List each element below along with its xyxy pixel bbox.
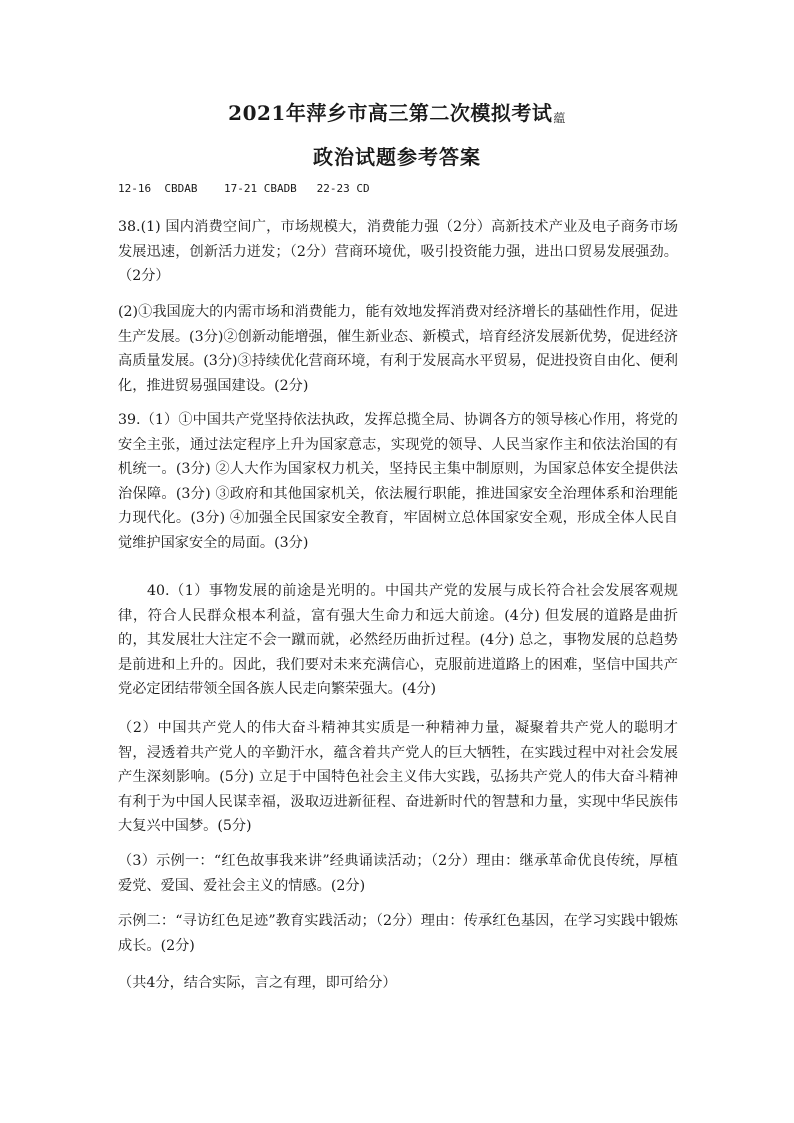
answer-40-part-1: 40.（1）事物发展的前途是光明的。中国共产党的发展与成长符合社会发展客观规律，符合人民群众根本利益，富有强大生命力和远大前途。(4分) 但发展的道路是曲折的，其发展壮大注定不会一蹴而就，必然经历曲折过程。(4分) 总之，事物发展的总趋势是前进和上升的。因此，我们要对未来充满信心，克服前进道路上的困难，坚信中国共产党必定团结带领全国各族人民走向繁荣强大。(4分) <box>118 583 678 698</box>
title-watermark: 藴 <box>553 111 566 125</box>
answer-40-part-2: （2）中国共产党人的伟大奋斗精神其实质是一种精神力量，凝聚着共产党人的聪明才智，浸透着共产党人的辛勤汗水，蕴含着共产党人的巨大牺牲，在实践过程中对社会发展产生深刻影响。(5分) 立足于中国特色社会主义伟大实践，弘扬共产党人的伟大奋斗精神有利于为中国人民谋幸福，汲取迈进新征程、奋进新时代的智慧和力量，实现中华民族伟大复兴中国梦。(5分) <box>118 720 678 835</box>
answer-40-part-3-example-2: 示例二：“寻访红色足迹”教育实践活动；（2分）理由：传承红色基因，在学习实践中锻炼成长。(2分) <box>118 913 678 954</box>
answer-39-part-1: 39.（1）①中国共产党坚持依法执政，发挥总揽全局、协调各方的领导核心作用，将党的安全主张，通过法定程序上升为国家意志，实现党的领导、人民当家作主和依法治国的有机统一。(3分) ②人大作为国家权力机关，坚持民主集中制原则，为国家总体安全提供法治保障。(3分) ③政府和其他国家机关，依法履行职能，推进国家安全治理体系和治理能力现代化。(3分) ④加强全民国家安全教育，牢固树立总体国家安全观，形成全体人民自觉维护国家安全的局面。(3分) <box>118 412 678 551</box>
document-title <box>0 97 794 126</box>
title-text: 2021年萍乡市高三第二次模拟考试 <box>228 101 553 125</box>
multiple-choice-answers: 12-16 CBDAB 17-21 CBADB 22-23 CD <box>118 182 370 195</box>
answer-38-part-1: 38.(1) 国内消费空间广，市场规模大，消费能力强（2分）高新技术产业及电子商务市场发展迅速，创新活力迸发；（2分）营商环境优，吸引投资能力强，进出口贸易发展强劲。（2分） <box>118 219 678 285</box>
document-subtitle: 政治试题参考答案 <box>313 145 481 169</box>
scoring-note: （共4分，结合实际，言之有理，即可给分） <box>118 975 397 991</box>
answer-38-part-2: (2)①我国庞大的内需市场和消费能力，能有效地发挥消费对经济增长的基础性作用，促进生产发展。(3分)②创新动能增强，催生新业态、新模式，培育经济发展新优势，促进经济高质量发展。(3分)③持续优化营商环境，有利于发展高水平贸易，促进投资自由化、便利化，推进贸易强国建设。(2分) <box>118 304 678 394</box>
answer-40-part-3-example-1: （3）示例一：“红色故事我来讲”经典诵读活动；（2分）理由：继承革命优良传统，厚植爱党、爱国、爱社会主义的情感。(2分) <box>118 853 678 894</box>
